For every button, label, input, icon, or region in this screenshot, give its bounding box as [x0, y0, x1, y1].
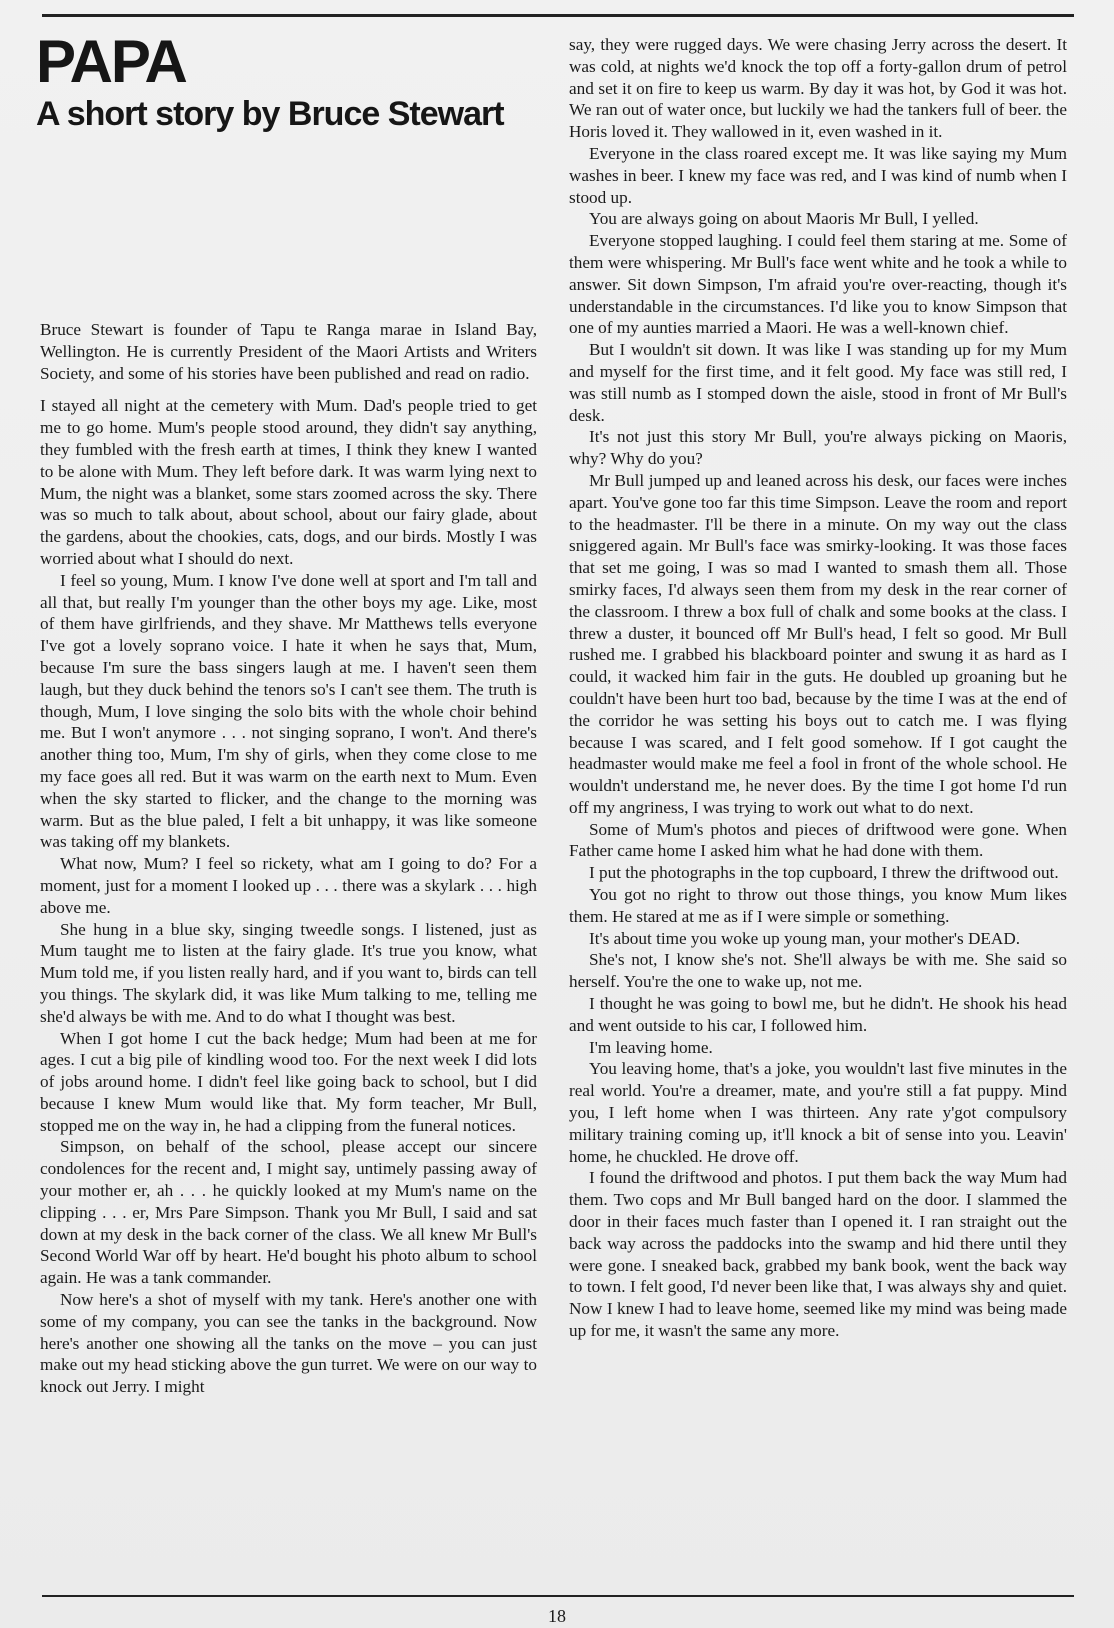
- title-block: [36, 30, 546, 134]
- story-paragraph: She's not, I know she's not. She'll always be with me. She said so herself. You're the one to wake up, not me.: [569, 950, 1067, 992]
- story-paragraph: It's not just this story Mr Bull, you're always picking on Maoris, why? Why do you?: [569, 427, 1067, 469]
- story-paragraph: But I wouldn't sit down. It was like I was standing up for my Mum and myself for the first time, and it felt good. My face was still red, I was still numb as I stomped down the aisle, stood in front of Mr Bull's desk.: [569, 340, 1067, 425]
- story-paragraph: Mr Bull jumped up and leaned across his desk, our faces were inches apart. You've gone too far this time Simpson. Leave the room and report to the headmaster. I'll be there in a minute. On my way out the class sniggered again. Mr Bull's face was smirky-looking. It was those faces that set me going, I was so mad I wanted to smash them all. Those smirky faces, I'd always seen them from my desk in the rear corner of the classroom. I threw a box full of chalk and some books at the class. I threw a duster, it bounced off Mr Bull's head, I felt so good. Mr Bull rushed me. I grabbed his blackboard pointer and swung it as hard as I could, it wacked him fair in the guts. He doubled up groaning but he couldn't have been hurt too bad, because by the time I was at the end of the corridor he was setting his boys out to catch me. I was flying because I was scared, and I felt good somehow. If I got caught the headmaster would make me feel a fool in front of the whole school. He wouldn't understand me, he never does. By the time I got home I'd run off my angriness, I was trying to work out what to do next.: [569, 470, 1067, 817]
- story-paragraph: Simpson, on behalf of the school, please accept our sincere condolences for the recent and, I might say, untimely passing away of your mother er, ah . . . he quickly looked at my Mum's name on the clipping . . . er, Mrs Pare Simpson. Thank you Mr Bull, I said and sat down at my desk in the back corner of the class. We all knew Mr Bull's Second World War off by heart. He'd bought his photo album to school again. He was a tank commander.: [40, 1137, 537, 1288]
- story-paragraph: I found the driftwood and photos. I put them back the way Mum had them. Two cops and Mr Bull banged hard on the door. I slammed the door in their faces much faster than I opened it. I ran straight out the back way across the paddocks into the swamp and hid there until they were gone. I sneaked back, grabbed my bank book, went the back way to town. I felt good, I'd never been like that, I was always shy and quiet. Now I knew I had to leave home, seemed like my mind was being made up for me, it wasn't the same any more.: [569, 1168, 1067, 1341]
- story-paragraph: Now here's a shot of myself with my tank. Here's another one with some of my company, you can see the tanks in the background. Now here's another one showing all the tanks on the move – you can just make out my head sticking above the gun turret. We were on our way to knock out Jerry. I might: [40, 1290, 537, 1397]
- story-subtitle: A short story by Bruce Stewart: [36, 95, 504, 133]
- story-paragraph: I stayed all night at the cemetery with Mum. Dad's people tried to get me to go home. Mum's people stood around, they didn't say anything, they fumbled with the fresh earth at times, I think they knew I wanted to be alone with Mum. They left before dark. It was warm lying next to Mum, the night was a blanket, some stars zoomed across the sky. There was so much to talk about, about school, about our fairy glade, about the gardens, about the chookies, cats, dogs, and our birds. Mostly I was worried about what I should do next.: [40, 396, 537, 568]
- story-paragraph: You got no right to throw out those things, you know Mum likes them. He stared at me as if I were simple or something.: [569, 885, 1067, 926]
- story-title: PAPA: [36, 28, 186, 95]
- story-paragraph: It's about time you woke up young man, your mother's DEAD.: [589, 928, 1021, 948]
- story-paragraph: Everyone stopped laughing. I could feel them staring at me. Some of them were whispering. Mr Bull's face went white and he took a while to answer. Sit down Simpson, I'm afraid you're over-reacting, though it's understandable in the circumstances. I'd like you to know Simpson that one of my aunties married a Maori. He was a well-known chief.: [569, 231, 1067, 338]
- story-paragraph: When I got home I cut the back hedge; Mum had been at me for ages. I cut a big pile of kindling wood too. For the next week I did lots of jobs around home. I didn't feel like going back to school, but I did because I knew Mum would like that. My form teacher, Mr Bull, stopped me on the way in, he had a clipping from the funeral notices.: [40, 1028, 537, 1135]
- story-paragraph: I'm leaving home.: [589, 1037, 713, 1057]
- story-paragraph: I put the photographs in the top cupboard, I threw the driftwood out.: [589, 863, 1059, 883]
- top-rule: [42, 14, 1074, 17]
- story-paragraph: I thought he was going to bowl me, but he didn't. He shook his head and went outside to his car, I followed him.: [569, 994, 1067, 1035]
- left-column: [40, 319, 537, 1398]
- story-paragraph: say, they were rugged days. We were chasing Jerry across the desert. It was cold, at nights we'd knock the top off a forty-gallon drum of petrol and set it on fire to keep us warm. By day it was hot, by God it was hot. We ran out of water once, but luckily we had the tankers full of beer. the Horis loved it. They wallowed in it, even washed in it.: [569, 35, 1067, 142]
- bottom-rule: [42, 1595, 1074, 1597]
- story-paragraph: She hung in a blue sky, singing tweedle songs. I listened, just as Mum taught me to listen at the fairy glade. It's true you know, what Mum told me, if you listen really hard, and if you want to, birds can tell you things. The skylark did, it was like Mum talking to me, telling me she'd always be with me. And to do what I thought was best.: [40, 919, 537, 1026]
- story-paragraph: What now, Mum? I feel so rickety, what am I going to do? For a moment, just for a moment I looked up . . . there was a skylark . . . high above me.: [40, 854, 537, 917]
- story-paragraph: Everyone in the class roared except me. It was like saying my Mum washes in beer. I knew my face was red, and I was kind of numb when I stood up.: [569, 143, 1067, 207]
- story-paragraph: Some of Mum's photos and pieces of driftwood were gone. When Father came home I asked him what he had done with them.: [569, 819, 1067, 861]
- page-number: 18: [548, 1606, 566, 1626]
- right-column: [569, 34, 1067, 1342]
- story-paragraph: You are always going on about Maoris Mr Bull, I yelled.: [589, 209, 979, 229]
- author-note: Bruce Stewart is founder of Tapu te Ranga marae in Island Bay, Wellington. He is currently President of the Maori Artists and Writers Society, and some of his stories have been published and read on radio.: [40, 320, 537, 383]
- story-paragraph: I feel so young, Mum. I know I've done well at sport and I'm tall and all that, but really I'm younger than the other boys my age. Like, most of them have girlfriends, and they shave. Mr Matthews tells everyone I've got a lovely soprano voice. I hate it when he says that, Mum, because I'm sure the bass singers laugh at me. I haven't seen them laugh, but they duck behind the tenors so's I can't see them. The truth is though, Mum, I love singing the solo bits with the whole choir behind me. But I won't anymore . . . not singing soprano, I won't. And there's another thing too, Mum, I'm shy of girls, when they come close to me my face goes all red. But it was warm on the earth next to Mum. Even when the sky started to flicker, and the change to the morning was warm. But as the blue paled, I felt a bit unhappy, it was like someone was taking off my blankets.: [40, 570, 537, 852]
- story-paragraph: You leaving home, that's a joke, you wouldn't last five minutes in the real world. You're a dreamer, mate, and you're still a fat puppy. Mind you, I left home when I was thirteen. Any rate y'got compulsory military training coming up, it'll knock a bit of sense into you. Leavin' home, he chuckled. He drove off.: [569, 1059, 1067, 1166]
